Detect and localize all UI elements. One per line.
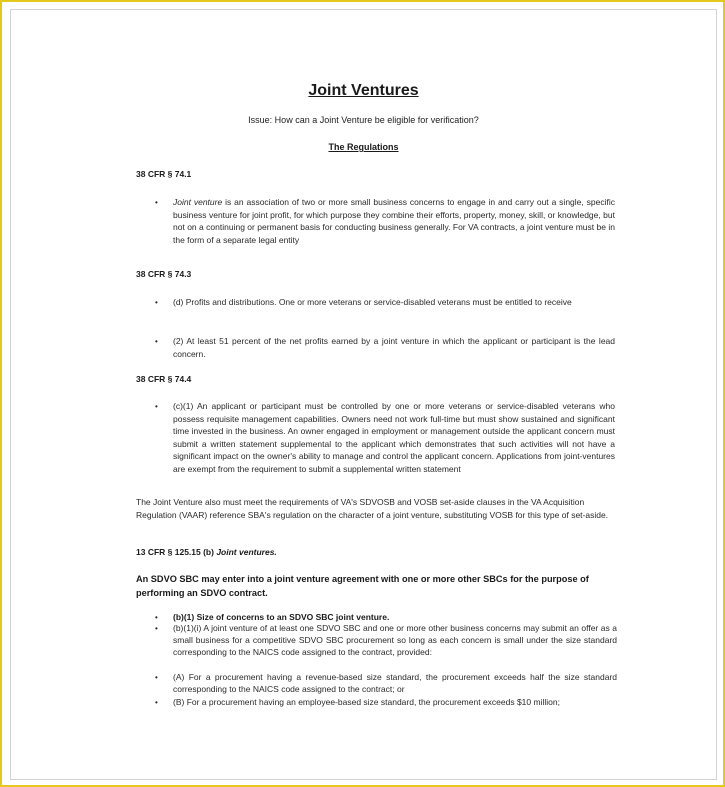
bullet-icon: •	[155, 298, 158, 307]
section-744-heading: 38 CFR § 74.4	[136, 374, 192, 384]
sdvo-item-4: (B) For a procurement having an employee-based size standard, the procurement exceeds $10 million;	[173, 697, 560, 707]
bullet-icon: •	[155, 198, 158, 207]
document-page	[10, 9, 717, 780]
bullet-icon: •	[155, 698, 158, 707]
bullet-icon: •	[155, 337, 158, 346]
section-12515-heading-text: 13 CFR § 125.15 (b)	[136, 547, 214, 557]
section-741-definition	[173, 196, 615, 246]
joint-venture-definition: is an association of two or more small business concerns to engage in and carry out a single, specific business venture for joint profit, for which purpose they combine their efforts, property, money, skill, or knowledge, but not on a continuing or permanent basis for conducting business generally. For VA contracts, a joint venture must be in the form of a separate legal entity	[173, 197, 615, 245]
sdvo-item-2: (b)(1)(i) A joint venture of at least one SDVO SBC and one or more other business concerns may submit an offer as a small business for a competitive SDVO SBC procurement so long as each concern is small under the size standard corresponding to the NAICS code assigned to the contract, provided:	[173, 623, 617, 657]
section-743-heading: 38 CFR § 74.3	[136, 269, 192, 279]
bullet-icon: •	[155, 673, 158, 682]
section-743-item-1: (d) Profits and distributions. One or more veterans or service-disabled veterans must be entitled to receive	[173, 297, 572, 307]
bullet-icon: •	[155, 613, 158, 622]
jv-requirements-note: The Joint Venture also must meet the requirements of VA's SDVOSB and VOSB set-aside clauses in the VA Acquisition Regulation (VAAR) reference SBA's regulation on the character of a joint venture, substituting VOSB for this type of set-aside.	[136, 497, 609, 520]
bullet-icon: •	[155, 402, 158, 411]
regulations-heading: The Regulations	[328, 142, 399, 152]
document-title: Joint Ventures	[308, 82, 419, 99]
sdvo-intro: An SDVO SBC may enter into a joint venture agreement with one or more other SBCs for the purpose of performing an SDVO contract.	[136, 574, 589, 598]
section-12515-heading	[136, 547, 277, 557]
issue-line: Issue: How can a Joint Venture be eligible for verification?	[248, 115, 479, 125]
bullet-icon: •	[155, 624, 158, 633]
sdvo-item-3: (A) For a procurement having a revenue-based size standard, the procurement exceeds half the size standard corresponding to the NAICS code assigned to the contract; or	[173, 672, 617, 694]
section-741-heading: 38 CFR § 74.1	[136, 169, 192, 179]
section-744-item: (c)(1) An applicant or participant must be controlled by one or more veterans or service-disabled veterans who possess requisite management capabilities. Owners need not work full-time but must show sustained and significant time invested in the business. An owner engaged in employment or management outside the applicant concern must submit a written statement supplemental to the applicant which demonstrates that such activities will not have a significant impact on the owner's ability to manage and control the applicant concern. Applications from joint-ventures are exempt from the requirement to submit a supplemental written statement	[173, 401, 615, 474]
section-743-item-2: (2) At least 51 percent of the net profits earned by a joint venture in which the applicant or participant is the lead concern.	[173, 336, 615, 359]
joint-venture-term: Joint venture	[173, 197, 223, 207]
section-12515-heading-italic: Joint ventures.	[216, 547, 277, 557]
sdvo-item-1: (b)(1) Size of concerns to an SDVO SBC joint venture.	[173, 612, 390, 622]
